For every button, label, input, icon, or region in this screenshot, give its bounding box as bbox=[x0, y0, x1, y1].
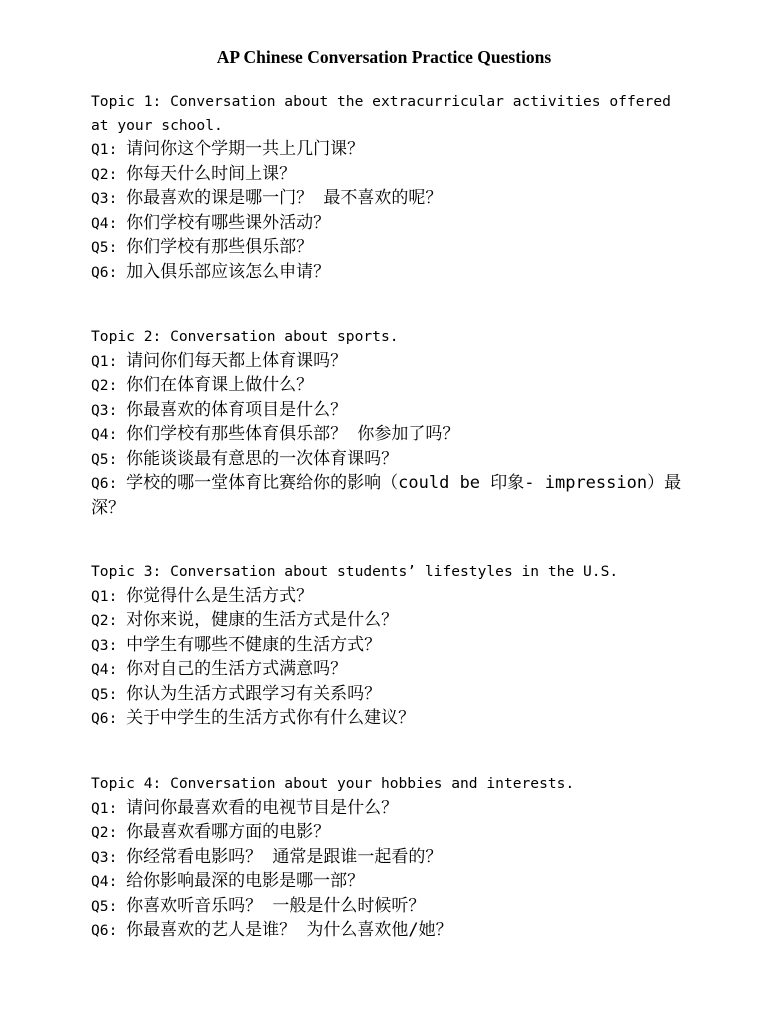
topic-section-1 bbox=[91, 90, 691, 284]
question-item bbox=[91, 633, 691, 658]
question-text: 加入俱乐部应该怎么申请？ bbox=[126, 261, 331, 282]
question-text: 你们在体育课上做什么？ bbox=[126, 375, 314, 395]
question-label: Q1: bbox=[91, 587, 118, 605]
question-label: Q1: bbox=[91, 352, 118, 370]
question-item bbox=[91, 584, 691, 609]
question-label: Q3: bbox=[91, 190, 118, 207]
question-item bbox=[91, 845, 691, 870]
question-label: Q6: bbox=[91, 475, 118, 492]
question-item bbox=[91, 186, 691, 211]
question-label: Q5: bbox=[91, 450, 118, 468]
question-text: 给你影响最深的电影是哪一部？ bbox=[126, 871, 365, 891]
question-text: 你最喜欢的体育项目是什么？ bbox=[126, 399, 348, 420]
question-text: 你们学校有那些体育俱乐部？ 你参加了吗？ bbox=[126, 424, 460, 444]
question-item bbox=[91, 260, 691, 285]
topic-section-3 bbox=[91, 560, 691, 731]
question-item bbox=[91, 162, 691, 187]
question-text: 中学生有哪些不健康的生活方式？ bbox=[126, 634, 382, 655]
question-item bbox=[91, 706, 691, 731]
question-label: Q4: bbox=[91, 426, 118, 443]
question-label: Q1: bbox=[91, 141, 118, 158]
question-item bbox=[91, 608, 691, 633]
topic-heading: Topic 3: Conversation about students’ lifestyles in the U.S. bbox=[91, 563, 619, 580]
question-text: 你认为生活方式跟学习有关系吗？ bbox=[126, 683, 382, 704]
question-item bbox=[91, 398, 691, 423]
question-text: 请问你们每天都上体育课吗？ bbox=[126, 350, 348, 371]
question-text: 你最喜欢的艺人是谁？ 为什么喜欢他/她？ bbox=[126, 920, 453, 940]
question-label: Q3: bbox=[91, 848, 118, 866]
question-item bbox=[91, 447, 691, 472]
question-text: 对你来说，健康的生活方式是什么？ bbox=[126, 610, 399, 630]
page-title: AP Chinese Conversation Practice Questions bbox=[216, 47, 552, 67]
topic-heading: Topic 2: Conversation about sports. bbox=[91, 328, 399, 345]
question-text: 你经常看电影吗？ 通常是跟谁一起看的？ bbox=[126, 846, 443, 867]
question-label: Q2: bbox=[91, 165, 118, 183]
question-label: Q6: bbox=[91, 710, 118, 727]
question-label: Q6: bbox=[91, 263, 118, 281]
question-text: 你们学校有那些俱乐部？ bbox=[126, 237, 314, 257]
question-item bbox=[91, 820, 691, 845]
question-text: 你每天什么时间上课？ bbox=[126, 163, 297, 184]
question-text: 你们学校有哪些课外活动？ bbox=[126, 212, 331, 233]
question-label: Q5: bbox=[91, 897, 118, 915]
question-label: Q1: bbox=[91, 799, 118, 817]
question-item bbox=[91, 349, 691, 374]
topic-heading: Topic 4: Conversation about your hobbies and interests. bbox=[91, 775, 575, 792]
question-item bbox=[91, 682, 691, 707]
question-label: Q4: bbox=[91, 214, 118, 232]
question-text: 你觉得什么是生活方式？ bbox=[126, 585, 314, 606]
question-item bbox=[91, 657, 691, 682]
question-label: Q3: bbox=[91, 636, 118, 654]
question-label: Q6: bbox=[91, 922, 118, 939]
question-text: 请问你这个学期一共上几门课？ bbox=[126, 139, 365, 159]
question-item bbox=[91, 869, 691, 894]
question-item bbox=[91, 894, 691, 919]
question-label: Q4: bbox=[91, 661, 118, 678]
question-item bbox=[91, 471, 691, 520]
question-item bbox=[91, 137, 691, 162]
question-text: 请问你最喜欢看的电视节目是什么？ bbox=[126, 797, 399, 818]
question-text: 你能谈谈最有意思的一次体育课吗？ bbox=[126, 448, 399, 469]
question-label: Q2: bbox=[91, 612, 118, 629]
question-text: 你最喜欢看哪方面的电影？ bbox=[126, 822, 331, 842]
question-text: 你喜欢听音乐吗？ 一般是什么时候听？ bbox=[126, 895, 426, 916]
question-label: Q3: bbox=[91, 401, 118, 419]
question-label: Q2: bbox=[91, 377, 118, 394]
question-text: 学校的哪一堂体育比赛给你的影响（could be 印象- impression）最深？ bbox=[91, 473, 682, 518]
question-item bbox=[91, 918, 691, 943]
question-label: Q5: bbox=[91, 685, 118, 703]
topic-section-4 bbox=[91, 772, 691, 943]
question-label: Q2: bbox=[91, 824, 118, 841]
question-text: 你对自己的生活方式满意吗？ bbox=[126, 659, 348, 679]
question-item bbox=[91, 373, 691, 398]
question-label: Q4: bbox=[91, 873, 118, 890]
question-text: 你最喜欢的课是哪一门？ 最不喜欢的呢？ bbox=[126, 188, 443, 208]
question-item bbox=[91, 235, 691, 260]
question-item bbox=[91, 796, 691, 821]
topic-heading: Topic 1: Conversation about the extracurricular activities offered at your school. bbox=[91, 93, 671, 134]
question-label: Q5: bbox=[91, 239, 118, 256]
topic-section-2 bbox=[91, 325, 691, 520]
question-text: 关于中学生的生活方式你有什么建议？ bbox=[126, 708, 416, 728]
question-item bbox=[91, 211, 691, 236]
question-item bbox=[91, 422, 691, 447]
